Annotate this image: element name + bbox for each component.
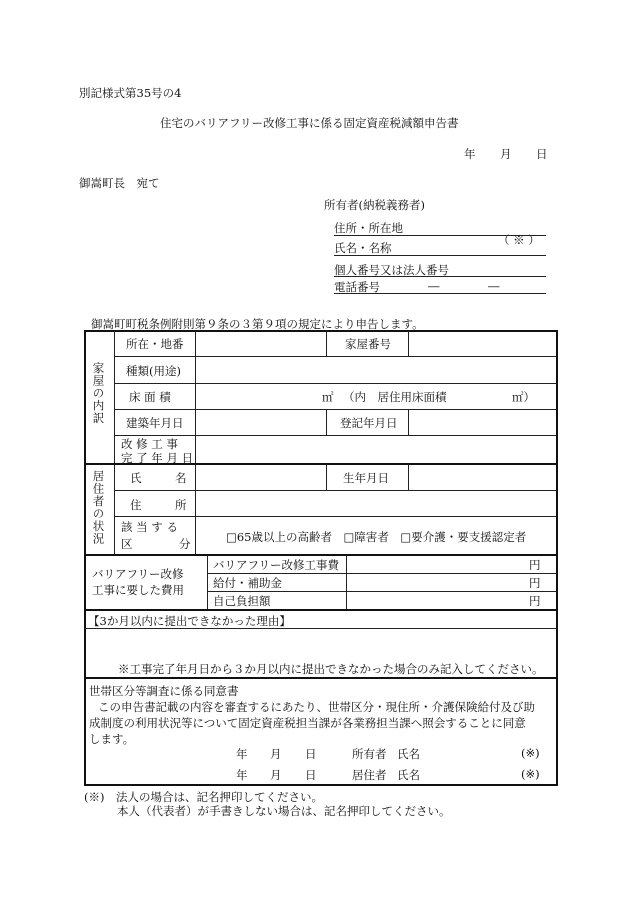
type-label: 種類(用途) — [126, 364, 181, 378]
resident-sign-role: 居住者 — [352, 768, 387, 782]
form-title: 住宅のバリアフリー改修工事に係る固定資産税減額申告書 — [160, 116, 459, 130]
intro-text: 御嵩町町税条例附則第９条の３第９項の規定により申告します。 — [91, 317, 424, 331]
reason-field[interactable] — [86, 630, 556, 660]
phone-dash-2: ― — [488, 279, 500, 293]
registered-date-label: 登記年月日 — [340, 416, 398, 430]
consent-body-1: この申告書記載の内容を審査するにあたり、世帯区分・現住所・介護保険給付及び助 — [98, 700, 535, 714]
cost-row-2-field[interactable] — [347, 574, 525, 591]
owner-sign-month[interactable]: 月 — [270, 747, 282, 761]
built-date-field[interactable] — [196, 410, 326, 435]
residential-floor-label: （内 居住用床面積 — [343, 390, 447, 404]
owner-phone-field[interactable] — [334, 293, 546, 294]
consent-body-3: します。 — [89, 732, 135, 746]
registered-date-field[interactable] — [409, 410, 556, 435]
house-no-label: 家屋番号 — [345, 337, 391, 351]
consent-body-2: 成制度の利用状況等について固定資産税担当課が各業務担当課へ照会することに同意 — [89, 716, 526, 730]
owner-id-label: 個人番号又は法人番号 — [334, 263, 449, 277]
type-field[interactable] — [196, 357, 556, 383]
resident-sign-year[interactable]: 年 — [236, 768, 248, 782]
resident-sign-day[interactable]: 日 — [305, 768, 317, 782]
owner-name-label: 氏名・名称 — [334, 241, 392, 255]
reason-heading: 【3か月以内に提出できなかった理由】 — [88, 614, 291, 628]
completion-date-field[interactable] — [196, 436, 556, 463]
date-year[interactable]: 年 — [464, 147, 476, 161]
owner-address-label: 住所・所在地 — [334, 221, 403, 235]
floor-area-label: 床 面 積 — [129, 390, 171, 404]
reason-note: ※工事完了年月日から３か月以内に提出できなかった場合のみ記入してください。 — [118, 662, 544, 676]
owner-sign-year[interactable]: 年 — [236, 747, 248, 761]
house-col-line — [326, 330, 327, 356]
resident-sign-name-label: 氏名 — [397, 768, 420, 782]
reason-heading-line — [84, 628, 558, 629]
section-separator — [84, 609, 558, 611]
cost-row-1-field[interactable] — [347, 556, 525, 573]
resident-address-field[interactable] — [196, 491, 556, 516]
footnote-1: (※) 法人の場合は、記名押印してください。 — [84, 790, 323, 804]
owner-sign-name-label: 氏名 — [397, 747, 420, 761]
cost-label-divider — [207, 555, 208, 610]
category-label-1: 該 当 す る — [121, 520, 178, 534]
house-divider — [114, 330, 115, 464]
cost-row-1-label: バリアフリー改修工事費 — [213, 558, 340, 572]
birth-date-label: 生年月日 — [343, 471, 389, 485]
residential-floor-unit: ㎡） — [512, 390, 535, 404]
cost-row-3-label: 自己負担額 — [213, 594, 271, 608]
form-number: 別記様式第35号の4 — [79, 86, 182, 100]
house-section-label: 家屋の内訳 — [91, 362, 106, 425]
owner-sign-day[interactable]: 日 — [305, 747, 317, 761]
house-no-field[interactable] — [409, 331, 556, 356]
resident-name-label-1: 氏 — [130, 471, 142, 485]
date-day[interactable]: 日 — [536, 147, 548, 161]
consent-heading: 世帯区分等調査に係る同意書 — [89, 684, 239, 698]
date-month[interactable]: 月 — [500, 147, 512, 161]
resident-sign-month[interactable]: 月 — [270, 768, 282, 782]
resident-address-label-2: 所 — [175, 498, 187, 512]
owner-name-field[interactable] — [334, 255, 546, 256]
cost-label-1: バリアフリー改修 — [92, 567, 184, 581]
cost-row-3-unit: 円 — [529, 594, 541, 608]
phone-dash-1: ― — [428, 279, 440, 293]
location-field[interactable] — [196, 331, 326, 356]
resident-address-label-1: 住 — [130, 498, 142, 512]
section-separator — [84, 677, 558, 679]
cost-label-2: 工事に要した費用 — [92, 583, 184, 597]
completion-label-1: 改 修 工 事 — [121, 437, 178, 451]
owner-sign-role: 所有者 — [352, 747, 387, 761]
cost-row-2-label: 給付・補助金 — [213, 576, 282, 590]
floor-area-unit: ㎡ — [322, 390, 334, 404]
cost-row-2-unit: 円 — [529, 576, 541, 590]
owner-seal-mark: （ ※ ） — [498, 233, 540, 247]
resident-sign-mark: (※) — [521, 767, 540, 781]
birth-date-field[interactable] — [409, 465, 556, 490]
location-label: 所在・地番 — [126, 337, 184, 351]
owner-heading: 所有者(納税義務者) — [324, 198, 425, 212]
cost-row-1-unit: 円 — [529, 558, 541, 572]
category-label-3: 分 — [179, 537, 191, 551]
house-col-line — [326, 409, 327, 435]
owner-phone-label: 電話番号 — [334, 280, 380, 294]
owner-id-field[interactable] — [334, 276, 546, 277]
resident-col-line — [326, 464, 327, 490]
resident-name-field[interactable] — [196, 465, 326, 490]
owner-sign-mark: (※) — [521, 746, 540, 760]
house-row-line — [114, 383, 557, 384]
cost-row-3-field[interactable] — [347, 592, 525, 609]
built-date-label: 建築年月日 — [126, 416, 184, 430]
resident-divider — [114, 464, 115, 555]
footnote-2: 本人（代表者）が手書きしない場合は、記名押印してください。 — [117, 804, 451, 818]
category-label-2: 区 — [121, 537, 133, 551]
addressee: 御嵩町長 宛て — [79, 176, 160, 190]
resident-row-line — [114, 516, 557, 517]
resident-section-label: 居住者の状況 — [91, 470, 106, 545]
resident-name-label-2: 名 — [175, 471, 187, 485]
category-options[interactable]: □65歳以上の高齢者 □障害者 □要介護・要支援認定者 — [226, 530, 527, 544]
completion-label-2: 完 了 年 月 日 — [121, 451, 194, 465]
